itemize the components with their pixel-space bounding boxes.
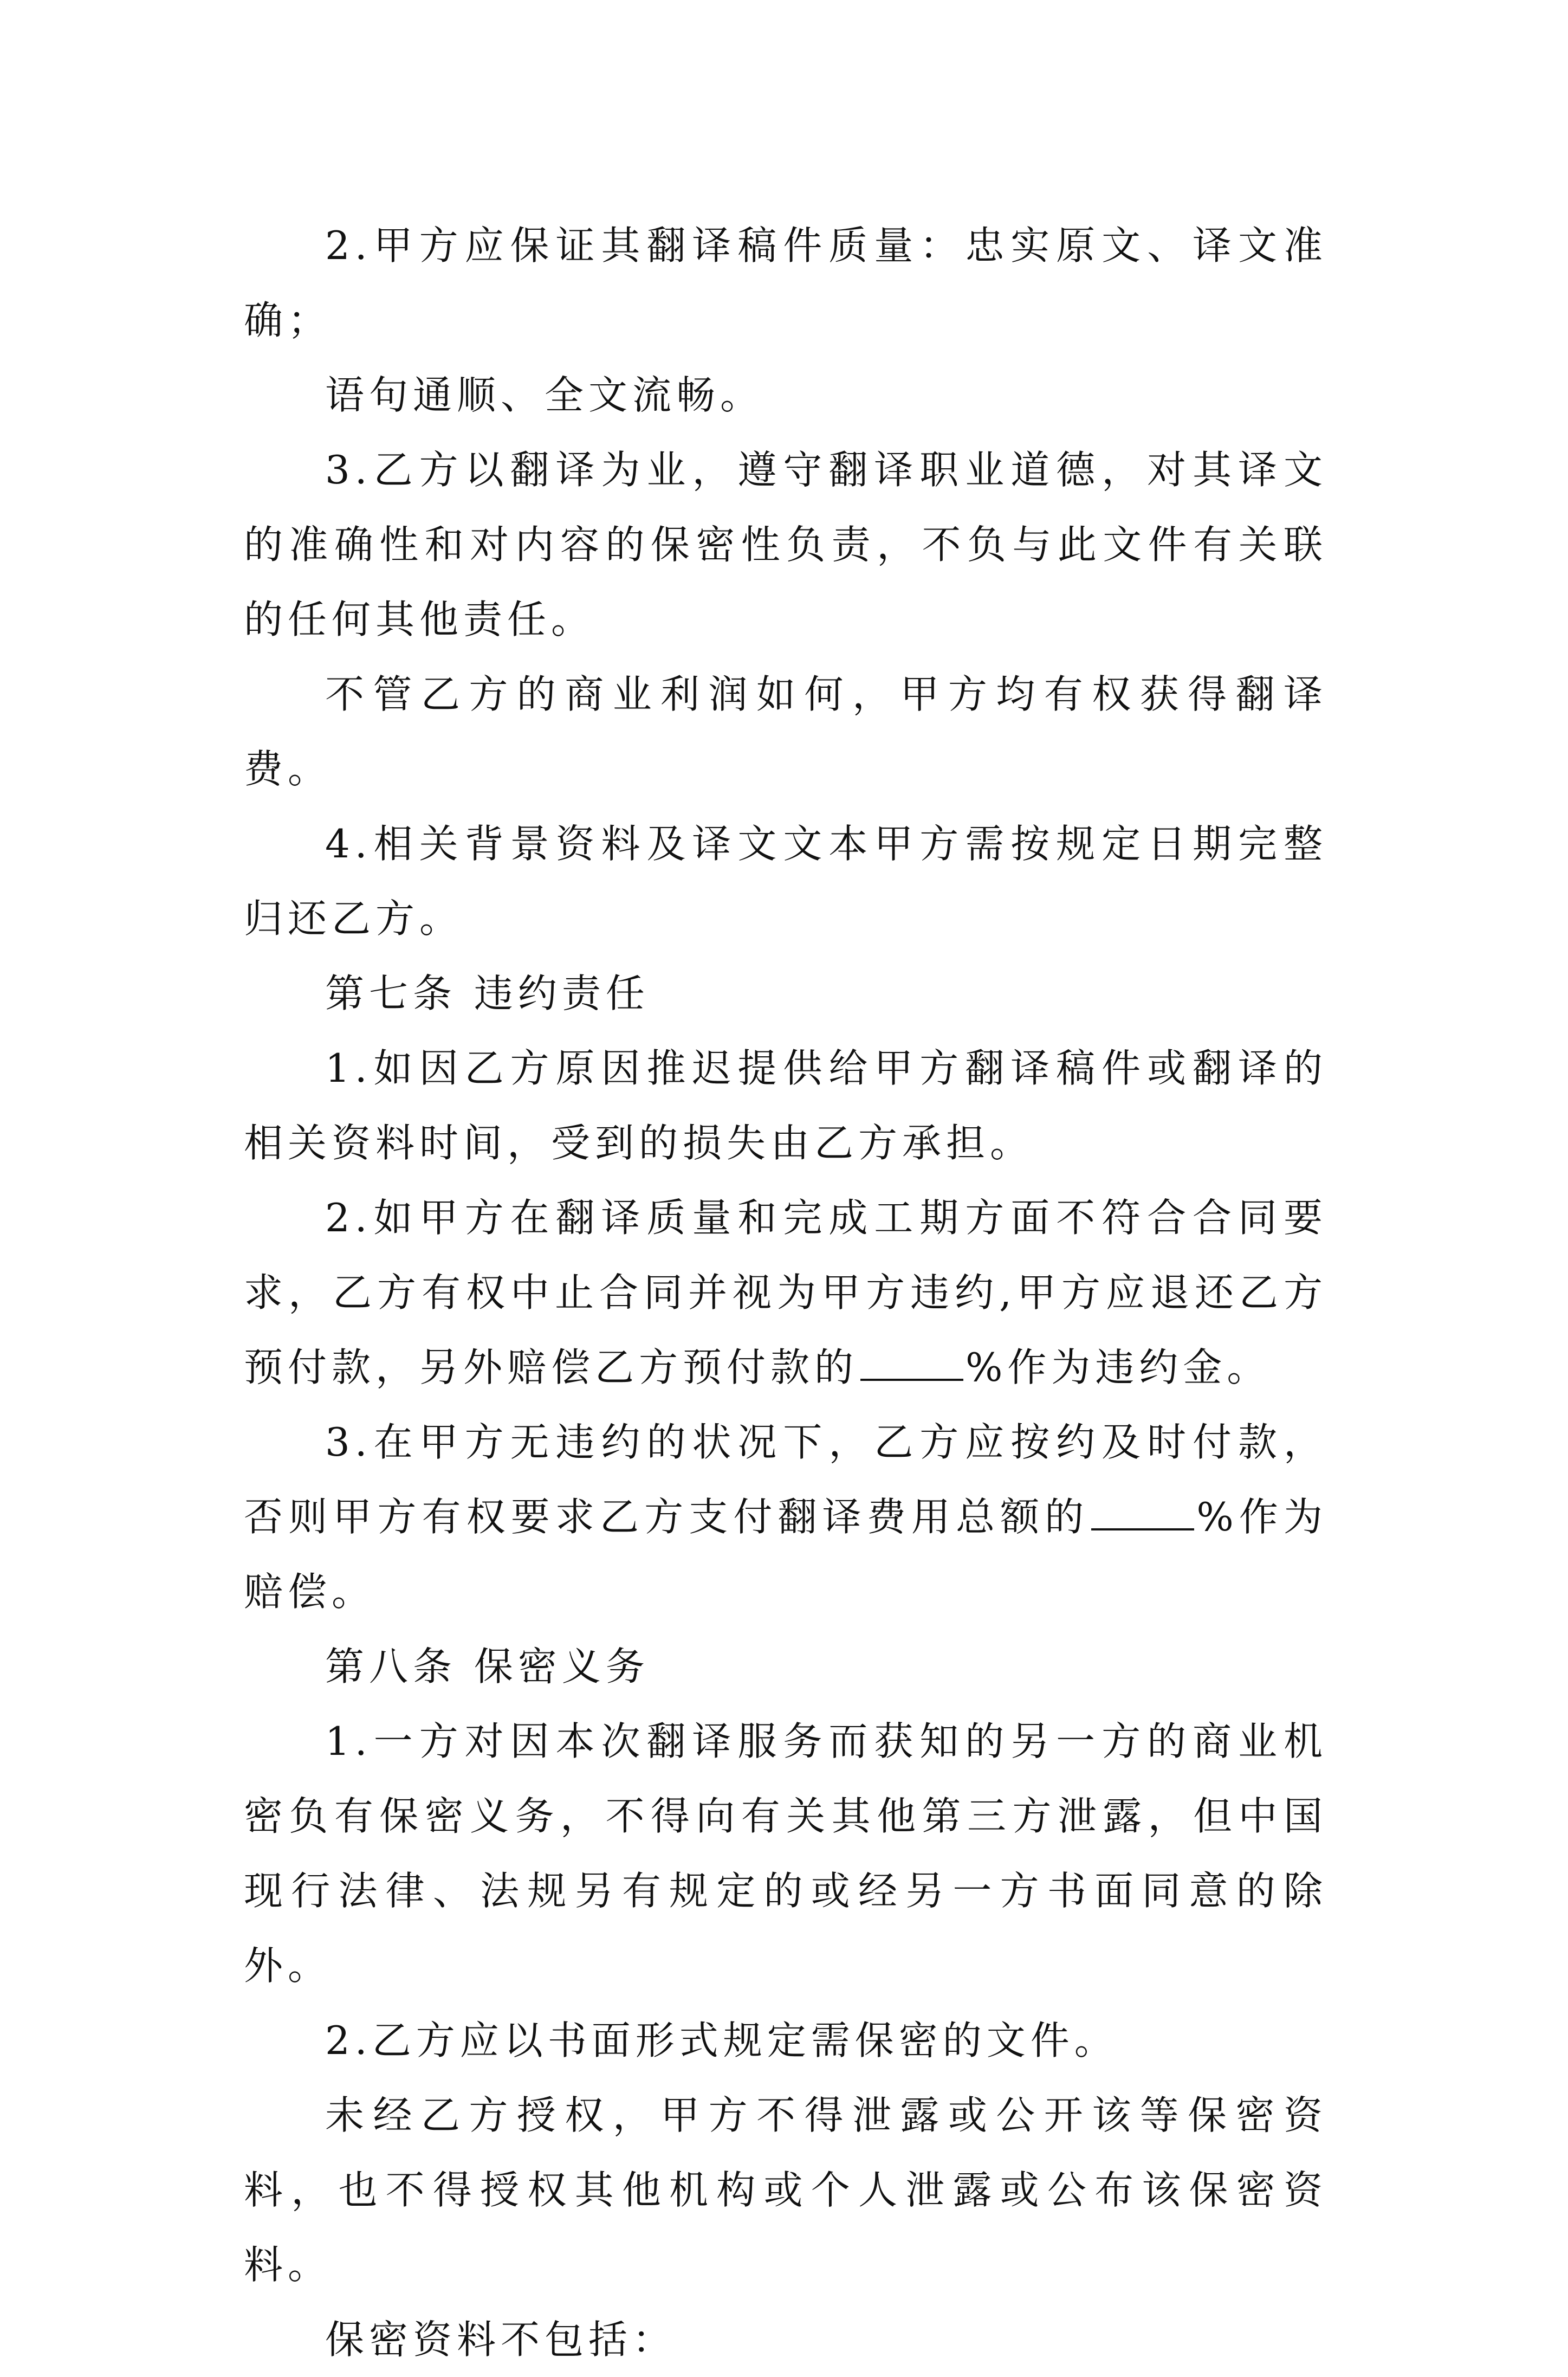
clause-paragraph: 保密资料不包括： [325, 2317, 677, 2362]
fill-in-blank [860, 1347, 963, 1381]
clause-text: 3.在甲方无违约的状况下，乙方应按约及时付款，否则甲方有权要求乙方支付翻译费用总额的 [244, 1419, 1327, 1540]
clause-paragraph: 未经乙方授权，甲方不得泄露或公开该等保密资料，也不得授权其他机构或个人泄露或公布该保密资料。 [244, 2092, 1327, 2288]
clause-paragraph: 3.乙方以翻译为业，遵守翻译职业道德，对其译文的准确性和对内容的保密性负责，不负与此文件有关联的任何其他责任。 [244, 447, 1327, 642]
clause-text: 2.如甲方在翻译质量和完成工期方面不符合合同要求，乙方有权中止合同并视为甲方违约,甲方应退还乙方预付款，另外赔偿乙方预付款的 [244, 1195, 1327, 1390]
clause-paragraph: 2.乙方应以书面形式规定需保密的文件。 [325, 2018, 1118, 2063]
article-heading: 第八条 保密义务 [325, 1644, 650, 1689]
clause-paragraph [244, 1180, 1327, 1405]
clause-text: %作为赔偿。 [244, 1494, 1327, 1614]
clause-paragraph: 1.一方对因本次翻译服务而获知的另一方的商业机密负有保密义务，不得向有关其他第三方泄露，但中国现行法律、法规另有规定的或经另一方书面同意的除外。 [244, 1719, 1327, 1988]
clause-paragraph [244, 1405, 1327, 1629]
clause-text: %作为违约金。 [966, 1345, 1271, 1390]
fill-in-blank [1091, 1497, 1194, 1530]
clause-paragraph: 语句通顺、全文流畅。 [325, 372, 764, 418]
clause-paragraph: 1.如因乙方原因推迟提供给甲方翻译稿件或翻译的相关资料时间，受到的损失由乙方承担。 [244, 1045, 1327, 1166]
article-heading: 第七条 违约责任 [325, 971, 650, 1016]
clause-paragraph: 2.甲方应保证其翻译稿件质量：忠实原文、译文准确； [244, 223, 1327, 343]
clause-paragraph: 4.相关背景资料及译文文本甲方需按规定日期完整归还乙方。 [244, 821, 1327, 941]
contract-text [244, 208, 1327, 2377]
clause-paragraph: 不管乙方的商业利润如何，甲方均有权获得翻译费。 [244, 671, 1327, 792]
